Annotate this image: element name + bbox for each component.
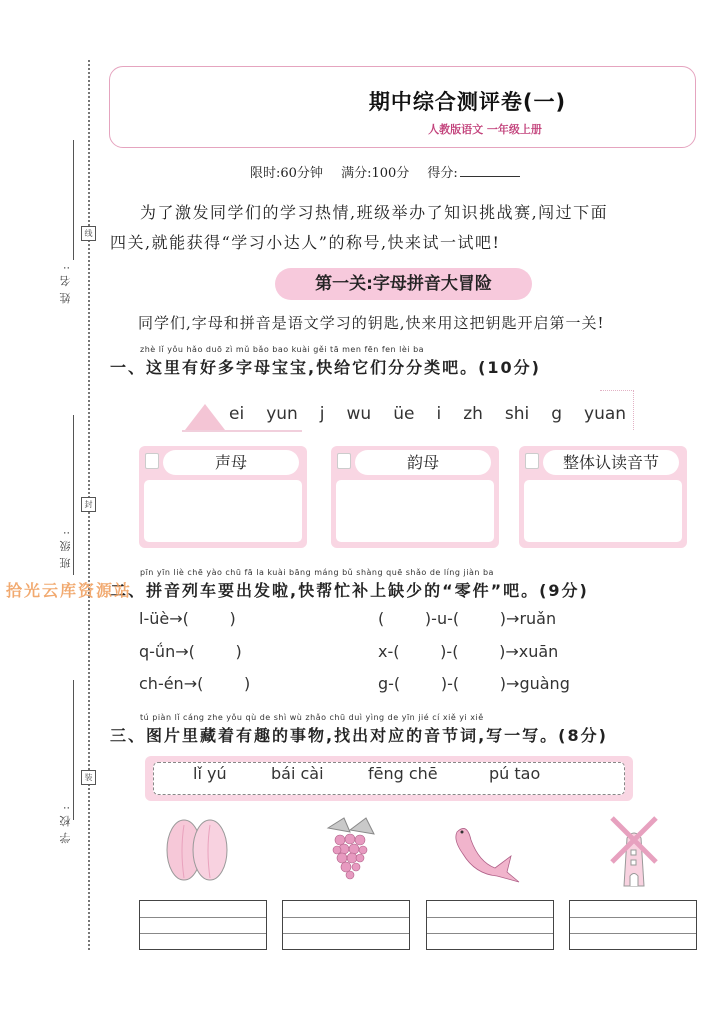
windmill-icon — [594, 810, 674, 890]
score-label: 得分: — [427, 166, 533, 181]
letter-item: üe — [393, 404, 415, 424]
school-label: 学校: — [59, 800, 72, 844]
name-underline — [73, 140, 74, 260]
exam-meta — [250, 162, 548, 181]
full-score: 满分:100分 — [341, 166, 410, 181]
category-finals — [331, 446, 499, 548]
bag-icon — [525, 453, 539, 469]
carp-fish-icon — [445, 810, 525, 890]
letter-item: yun — [266, 404, 298, 424]
word-item: lǐ yú — [193, 764, 227, 783]
binding-mark-line: 线 — [81, 226, 96, 241]
q3-title: 三、图片里藏着有趣的事物,找出对应的音节词,写一写。(8分) — [110, 726, 608, 745]
category-label: 声母 — [163, 450, 299, 475]
category-whole-syllables — [519, 446, 687, 548]
word-item: bái cài — [271, 764, 324, 783]
category-initials — [139, 446, 307, 548]
writing-box[interactable] — [139, 900, 267, 950]
word-bank — [145, 756, 633, 801]
page-subtitle: 人教版语文 一年级上册 — [428, 123, 542, 136]
writing-box[interactable] — [569, 900, 697, 950]
mountain-decoration-icon — [185, 404, 225, 430]
binding-mark-bind: 装 — [81, 770, 96, 785]
q1-pinyin: zhè lǐ yǒu hǎo duō zì mǔ bǎo bao kuài gěi tā men fēn fen lèi ba — [140, 345, 425, 354]
answer-area[interactable] — [336, 480, 494, 542]
ground-decoration — [182, 430, 302, 432]
name-label: 姓名: — [59, 260, 72, 304]
fill-item[interactable]: ch-én→( ) — [139, 674, 251, 693]
intro-line-2: 四关,就能获得“学习小达人”的称号,快来试一试吧! — [110, 233, 501, 252]
letter-item: wu — [346, 404, 372, 424]
letter-item: shi — [504, 404, 530, 424]
letter-item: ei — [229, 404, 245, 424]
letter-item: g — [551, 404, 563, 424]
category-label: 整体认读音节 — [543, 450, 679, 475]
writing-box[interactable] — [426, 900, 554, 950]
level-1-lead: 同学们,字母和拼音是语文学习的钥匙,快来用这把钥匙开启第一关! — [138, 314, 605, 332]
answer-area[interactable] — [144, 480, 302, 542]
letter-item: yuan — [584, 404, 627, 424]
class-label: 班级: — [59, 525, 72, 569]
bag-icon — [145, 453, 159, 469]
letter-item: j — [319, 404, 325, 424]
cabbage-icon — [158, 810, 238, 890]
word-item: fēng chē — [368, 764, 438, 783]
intro-line-1: 为了激发同学们的学习热情,班级举办了知识挑战赛,闯过下面 — [140, 203, 609, 222]
q2-title: 二、拼音列车要出发啦,快帮忙补上缺少的“零件”吧。(9分) — [110, 581, 589, 600]
bag-icon — [337, 453, 351, 469]
level-1-heading: 第一关:字母拼音大冒险 — [275, 268, 532, 300]
fill-item[interactable]: g-( )-( )→guàng — [378, 674, 570, 693]
binding-mark-seal: 封 — [81, 497, 96, 512]
score-blank[interactable] — [460, 176, 520, 177]
school-underline — [73, 680, 74, 820]
header-card — [109, 66, 696, 148]
q3-pinyin: tú piàn lǐ cáng zhe yǒu qù de shì wù zhǎo chū duì yìng de yīn jié cí xiě yi xiě — [140, 713, 484, 722]
answer-area[interactable] — [524, 480, 682, 542]
intro-paragraph — [110, 198, 700, 258]
category-label: 韵母 — [355, 450, 491, 475]
fill-item[interactable]: q-ǘn→( ) — [139, 642, 242, 661]
q2-pinyin: pīn yīn liè chē yào chū fā la kuài bāng máng bǔ shàng quē shǎo de líng jiàn ba — [140, 568, 494, 577]
letter-item: i — [436, 404, 442, 424]
letters-row — [229, 404, 648, 424]
watermark: 拾光云库资源站 — [6, 581, 133, 600]
grapes-icon — [310, 810, 390, 890]
page-title: 期中综合测评卷(一) — [368, 90, 567, 114]
fill-item[interactable]: l-üè→( ) — [139, 609, 236, 628]
time-limit: 限时:60分钟 — [250, 166, 323, 181]
word-item: pú tao — [489, 764, 541, 783]
letter-item: zh — [463, 404, 483, 424]
writing-box[interactable] — [282, 900, 410, 950]
q1-title: 一、这里有好多字母宝宝,快给它们分分类吧。(10分) — [110, 358, 541, 377]
fill-item[interactable]: ( )-u-( )→ruǎn — [378, 609, 557, 628]
fill-item[interactable]: x-( )-( )→xuān — [378, 642, 559, 661]
